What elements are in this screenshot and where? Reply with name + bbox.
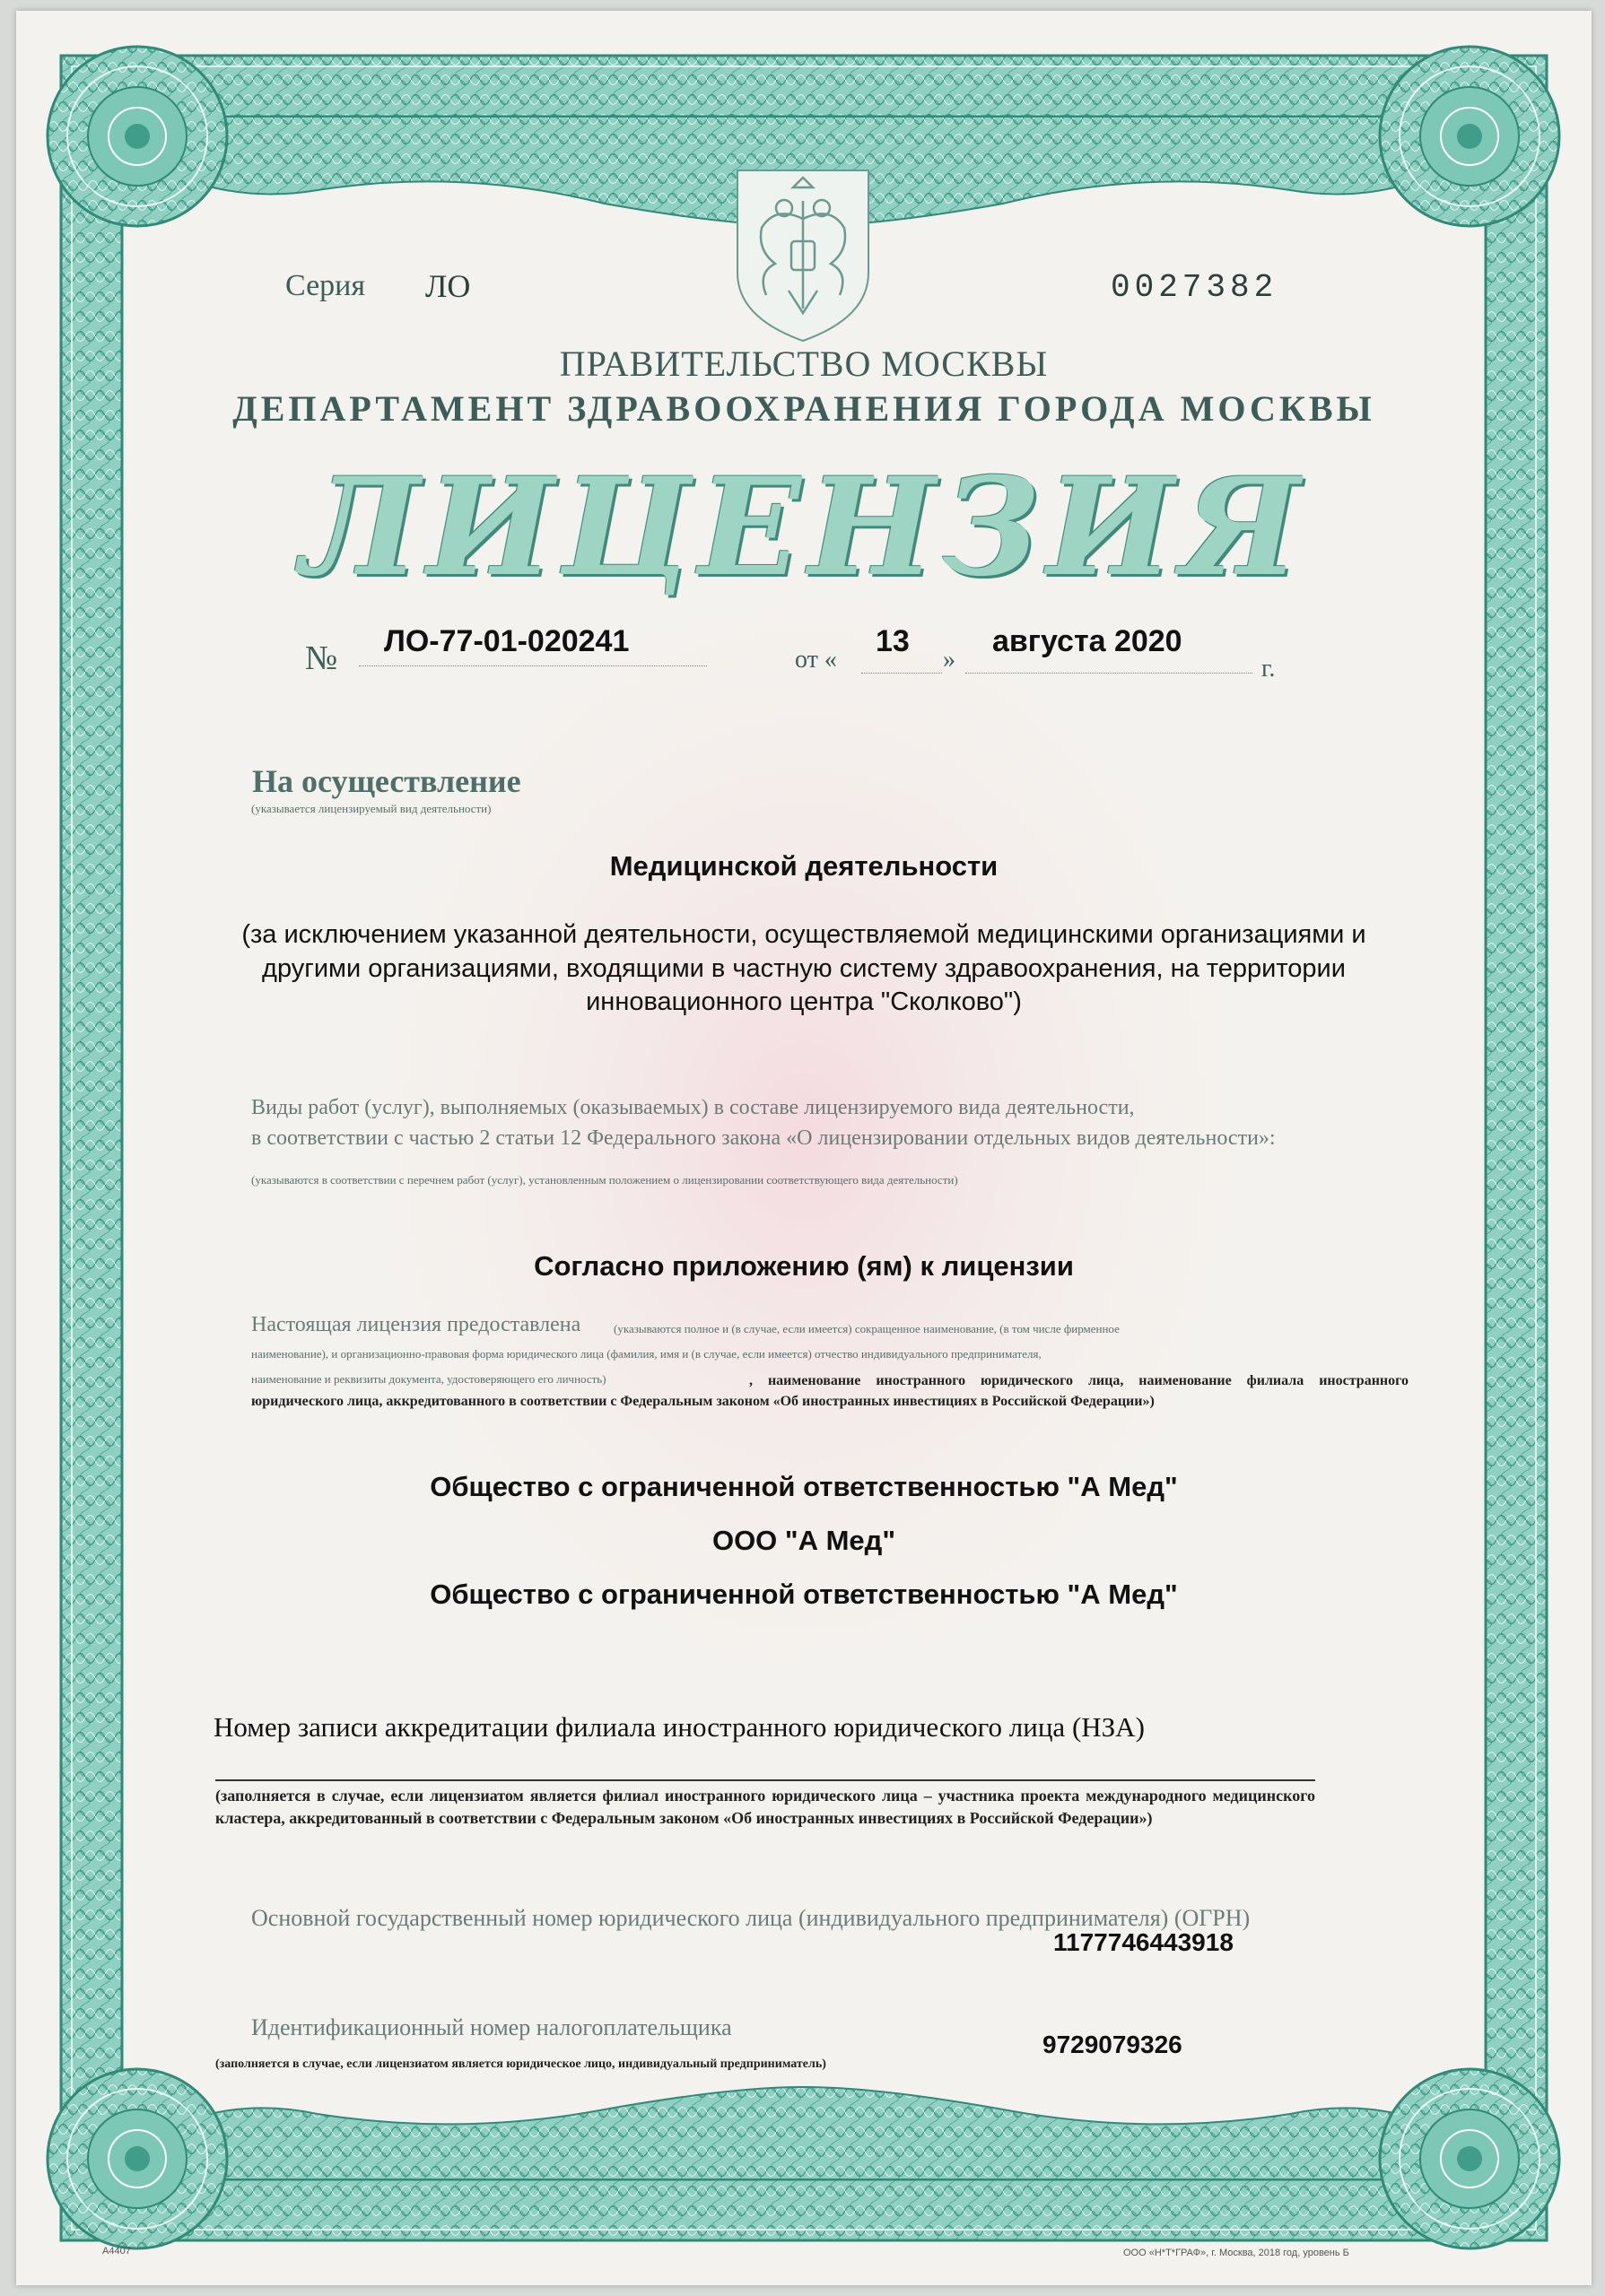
activity-hint: (указывается лицензируемый вид деятельности) <box>251 802 492 815</box>
inn-hint: (заполняется в случае, если лицензиатом является юридическое лицо, индивидуальный предприниматель) <box>215 2057 826 2071</box>
licensee-label: Настоящая лицензия предоставлена <box>251 1313 581 1336</box>
printer-info: ООО «Н*Т*ГРАФ», г. Москва, 2018 год, уровень Б <box>1123 2248 1349 2258</box>
inn-label: Идентификационный номер налогоплательщика <box>251 2014 732 2040</box>
license-document <box>16 11 1592 2285</box>
date-from-label: от « <box>795 646 837 674</box>
licensee-hint-bold: , наименование иностранного юридического лица, наименование филиала иностранного юридического лица, аккредитованного в соответствии с Федеральным законом «Об иностранных инвестициях в Российской Федерации») <box>251 1373 1409 1410</box>
works-value: Согласно приложению (ям) к лицензии <box>534 1250 1074 1282</box>
license-number: ЛО-77-01-020241 <box>384 624 630 658</box>
works-label-line1: Виды работ (услуг), выполняемых (оказываемых) в составе лицензируемого вида деятельности, <box>251 1096 1135 1119</box>
works-label-line2: в соответствии с частью 2 статьи 12 Федерального закона «О лицензировании отдельных видов деятельности»: <box>251 1126 1276 1150</box>
blank-number: 0027382 <box>1111 269 1278 306</box>
date-close-quote: » <box>943 646 955 674</box>
day-underline <box>861 673 942 674</box>
licensee-hint-line2: наименование), и организационно-правовая форма юридического лица (фамилия, имя и (в случае, если имеется) отчество индивидуального предпринимателя, <box>251 1347 1042 1361</box>
activity-value: Медицинской деятельности <box>609 850 999 882</box>
ogrn-value: 1177746443918 <box>1053 1928 1234 1956</box>
licensee-brand-name: Общество с ограниченной ответственностью "А Мед" <box>430 1578 1178 1610</box>
nza-hint: (заполняется в случае, если лицензиатом является филиал иностранного юридического лица – участника проекта международного медицинского кластера, аккредитованный в соответствии с Федеральным законом «Об иностранных инвестициях в Российской Федерации») <box>215 1787 1315 1828</box>
year-suffix: г. <box>1261 655 1276 683</box>
inn-value: 9729079326 <box>1042 2031 1182 2058</box>
government-name: ПРАВИТЕЛЬСТВО МОСКВЫ <box>559 344 1049 384</box>
license-day: 13 <box>876 624 910 658</box>
form-code: А4407 <box>102 2246 131 2257</box>
licensee-full-name: Общество с ограниченной ответственностью "А Мед" <box>430 1471 1178 1502</box>
nza-line <box>215 1779 1315 1781</box>
licensee-short-name: ООО "А Мед" <box>711 1525 896 1556</box>
series-value: ЛО <box>425 268 471 304</box>
licensee-hint-line3: наименование и реквизиты документа, удостоверяющего его личность) <box>251 1372 606 1386</box>
activity-note: (за исключением указанной деятельности, осуществляемой медицинскими организациями и другими организациями, входящими в частную систему здравоохранения, на территории инновационного центра "Сколково") <box>241 920 1366 1017</box>
works-hint: (указываются в соответствии с перечнем работ (услуг), установленным положением о лицензировании соответствующего вида деятельности) <box>251 1173 958 1187</box>
activity-label: На осуществление <box>252 763 521 799</box>
license-month-year: августа 2020 <box>992 624 1182 658</box>
ogrn-label: Основной государственный номер юридического лица (индивидуального предпринимателя) (ОГРН) <box>251 1905 1251 1931</box>
series-label: Серия <box>285 269 366 302</box>
month-underline <box>965 673 1252 674</box>
department-name: ДЕПАРТАМЕНТ ЗДРАВООХРАНЕНИЯ ГОРОДА МОСКВЫ <box>232 388 1375 429</box>
nza-label: Номер записи аккредитации филиала иностранного юридического лица (НЗА) <box>214 1711 1145 1743</box>
number-sign: № <box>305 639 338 677</box>
document-title: ЛИЦЕНЗИЯ <box>301 448 1307 606</box>
licensee-hint-line1: (указываются полное и (в случае, если имеется) сокращенное наименование, (в том числе фирменное <box>614 1322 1120 1335</box>
license-number-underline <box>359 665 707 666</box>
coat-of-arms-emblem <box>730 165 876 344</box>
